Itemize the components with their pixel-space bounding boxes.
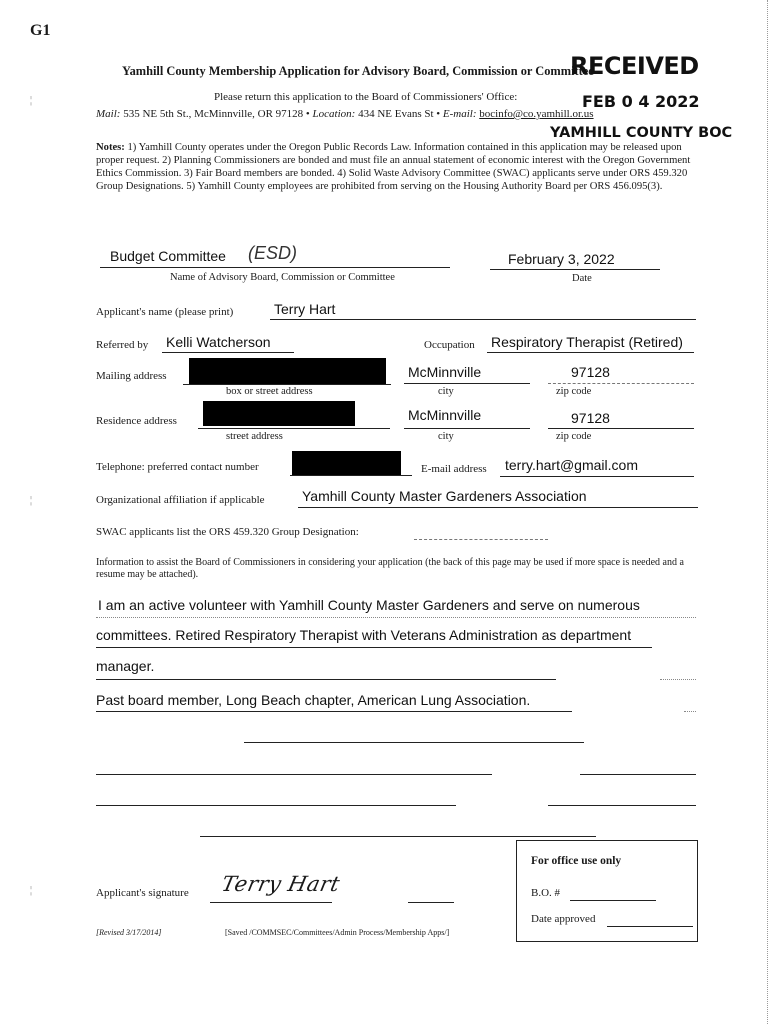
date-value[interactable]: February 3, 2022	[508, 251, 615, 267]
telephone-line	[290, 475, 412, 476]
margin-mark: ¦	[30, 885, 33, 896]
residence-address-line	[198, 428, 390, 429]
info-rule	[96, 647, 652, 648]
page-label: G1	[30, 22, 51, 39]
margin-mark: ¦	[30, 95, 33, 106]
mailing-zip-value[interactable]: 97128	[571, 364, 610, 380]
org-line	[298, 507, 698, 508]
referred-by-label: Referred by	[96, 339, 149, 351]
margin-mark: ¦	[30, 495, 33, 506]
residence-address-redaction	[203, 401, 355, 426]
signature-value[interactable]: Terry Hart	[219, 872, 343, 896]
residence-zip-value[interactable]: 97128	[571, 410, 610, 426]
residence-city-line	[404, 428, 530, 429]
telephone-label: Telephone: preferred contact number	[96, 461, 259, 473]
notes-text: 1) Yamhill County operates under the Oregon Public Records Law. Information contained in this application may be released upon proper request. 2) Planning Commissioners are bonded and must file an annual statement of economic interest with the Oregon Government Ethics Commission. 3) Fair Board members are bonded. 4) Solid Waste Advisory Committee (SWAC) applicants serve under ORS 459.320 Group Designations. 5) Yamhill County employees are prohibited from serving on the Housing Authority Board per ORS 456.095(3).	[96, 142, 691, 192]
city-caption: city	[438, 386, 454, 397]
mailing-address-redaction	[189, 358, 386, 384]
applicant-name-label: Applicant's name (please print)	[96, 306, 234, 318]
mailing-address-line	[183, 384, 391, 385]
info-line[interactable]: manager.	[96, 658, 155, 674]
info-rule	[96, 679, 556, 680]
info-rule	[96, 774, 492, 775]
mailing-city-value[interactable]: McMinnville	[408, 364, 482, 380]
info-rule	[200, 836, 596, 837]
info-rule	[580, 774, 696, 775]
stamp-date: FEB 0 4 2022	[582, 92, 700, 111]
org-label: Organizational affiliation if applicable	[96, 494, 265, 506]
signature-line	[210, 902, 332, 903]
email-line	[500, 476, 694, 477]
date-line	[490, 269, 660, 270]
revised-note: [Revised 3/17/2014]	[96, 928, 162, 937]
swac-label: SWAC applicants list the ORS 459.320 Group Designation:	[96, 526, 359, 538]
street-caption: street address	[226, 431, 283, 442]
board-caption: Name of Advisory Board, Commission or Committee	[170, 272, 395, 283]
info-line[interactable]: Past board member, Long Beach chapter, American Lung Association.	[96, 692, 531, 708]
referred-by-value[interactable]: Kelli Watcherson	[166, 334, 271, 350]
residence-zip-line	[548, 428, 694, 429]
board-name-line	[100, 267, 450, 268]
saved-path: [Saved /COMMSEC/Committees/Admin Process/Membership Apps/]	[225, 928, 450, 937]
info-rule	[548, 805, 696, 806]
info-rule	[660, 679, 696, 680]
board-name-value[interactable]: Budget Committee	[110, 248, 226, 264]
bo-number-label: B.O. #	[531, 887, 561, 899]
stamp-office: YAMHILL COUNTY BOC	[550, 125, 733, 141]
location-label: Location:	[312, 108, 356, 120]
applicant-name-line	[270, 319, 696, 320]
date-approved-label: Date approved	[531, 913, 596, 925]
signature-line-right	[408, 902, 454, 903]
mailing-address-label: Mailing address	[96, 370, 167, 382]
notes-block	[96, 141, 706, 193]
residence-city-caption: city	[438, 431, 454, 442]
notes-label: Notes:	[96, 142, 125, 153]
info-line[interactable]: committees. Retired Respiratory Therapist with Veterans Administration as department	[96, 627, 632, 643]
occupation-line	[487, 352, 694, 353]
scan-edge	[767, 0, 768, 1024]
office-use-title: For office use only	[531, 855, 622, 867]
mail-label: Mail:	[96, 108, 121, 120]
signature-label: Applicant's signature	[96, 887, 189, 899]
info-line[interactable]: I am an active volunteer with Yamhill County Master Gardeners and serve on numerous	[98, 597, 640, 613]
referred-by-line	[162, 352, 294, 353]
info-rule	[96, 617, 696, 618]
residence-address-label: Residence address	[96, 415, 177, 427]
mailing-zip-line	[548, 383, 694, 384]
email-value[interactable]: terry.hart@gmail.com	[505, 457, 638, 473]
zip-caption: zip code	[556, 386, 592, 397]
email-label: E-mail:	[442, 108, 477, 120]
email-field-label: E-mail address	[421, 463, 487, 475]
date-approved-line[interactable]	[607, 926, 693, 927]
location-address: 434 NE Evans St •	[358, 108, 443, 120]
office-email-link[interactable]: bocinfo@co.yamhill.or.us	[479, 108, 594, 120]
board-annotation: (ESD)	[248, 243, 297, 263]
info-rule	[684, 711, 696, 712]
info-instructions: Information to assist the Board of Commissioners in considering your application (the back of this page may be used if more space is needed and a resume may be attached).	[96, 557, 684, 580]
occupation-label: Occupation	[424, 339, 475, 351]
info-rule	[244, 742, 584, 743]
received-stamp: RECEIVED	[570, 52, 699, 80]
occupation-value[interactable]: Respiratory Therapist (Retired)	[491, 334, 683, 350]
return-instructions: Please return this application to the Board of Commissioners' Office:	[214, 91, 518, 103]
residence-zip-caption: zip code	[556, 431, 592, 442]
swac-line	[414, 539, 548, 540]
telephone-redaction	[292, 451, 401, 475]
form-title: Yamhill County Membership Application for Advisory Board, Commission or Committee	[122, 64, 594, 78]
box-caption: box or street address	[226, 386, 313, 397]
date-caption: Date	[572, 273, 592, 284]
mail-address: 535 NE 5th St., McMinnville, OR 97128 •	[123, 108, 313, 120]
info-rule	[96, 805, 456, 806]
applicant-name-value[interactable]: Terry Hart	[274, 301, 336, 317]
org-value[interactable]: Yamhill County Master Gardeners Association	[302, 488, 587, 504]
mailing-city-line	[404, 383, 530, 384]
bo-number-line[interactable]	[570, 900, 656, 901]
mail-line	[96, 108, 594, 120]
info-rule	[96, 711, 572, 712]
residence-city-value[interactable]: McMinnville	[408, 407, 482, 423]
